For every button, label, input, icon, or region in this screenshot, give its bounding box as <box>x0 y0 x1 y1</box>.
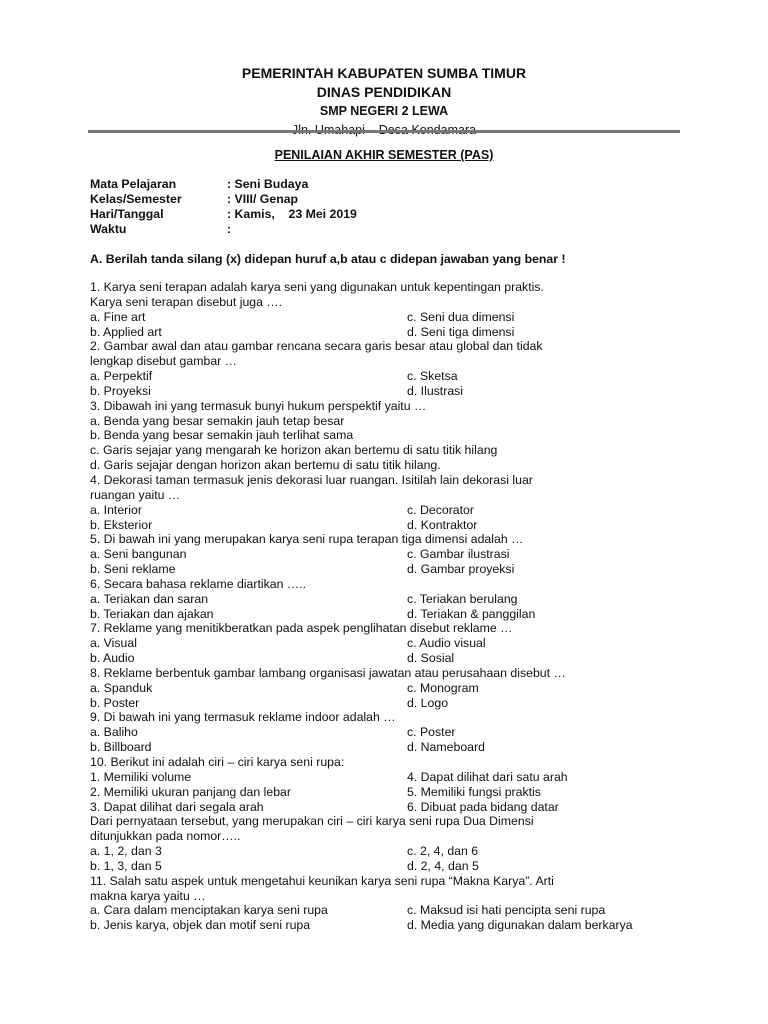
question-text-line: 3. Dibawah ini yang termasuk bunyi hukum perspektif yaitu … <box>90 398 427 413</box>
answer-options-row <box>90 770 690 785</box>
option-right: d. Media yang digunakan dalam berkarya <box>407 918 633 933</box>
question-text-line: b. Benda yang besar semakin jauh terlihat sama <box>90 428 354 443</box>
option-right: d. Nameboard <box>407 740 485 755</box>
option-right: d. Teriakan & panggilan <box>407 606 536 621</box>
option-right: 4. Dapat dilihat dari satu arah <box>407 769 568 784</box>
option-left: a. Teriakan dan saran <box>90 591 209 606</box>
answer-options-row <box>90 384 690 399</box>
department-name: DINAS PENDIDIKAN <box>316 84 452 100</box>
option-left: b. Jenis karya, objek dan motif seni rupa <box>90 918 311 933</box>
option-left: b. Proyeksi <box>90 383 151 398</box>
info-row-date <box>90 207 357 222</box>
answer-options-row <box>90 607 690 622</box>
option-left: b. Eksterior <box>90 517 153 532</box>
exam-info <box>90 177 357 237</box>
question-list <box>90 280 690 933</box>
info-key: Kelas/Semester <box>90 192 182 206</box>
question-text-line: 5. Di bawah ini yang merupakan karya seni rupa terapan tiga dimensi adalah … <box>90 532 524 547</box>
info-key: Hari/Tanggal <box>90 207 164 221</box>
answer-options-row <box>90 562 690 577</box>
option-right: d. Sosial <box>407 651 455 666</box>
question-text-line: Karya seni terapan disebut juga …. <box>90 294 283 309</box>
answer-options-row <box>90 636 690 651</box>
option-left: a. Fine art <box>90 309 146 324</box>
option-left: 1. Memiliki volume <box>90 769 192 784</box>
answer-options-row <box>90 547 690 562</box>
answer-options-row <box>90 800 690 815</box>
question-text-line: 1. Karya seni terapan adalah karya seni yang digunakan untuk kepentingan praktis. <box>90 280 544 294</box>
question-text-line: lengkap disebut gambar … <box>90 354 237 369</box>
answer-options-row <box>90 903 690 918</box>
question-text-line: a. Benda yang besar semakin jauh tetap besar <box>90 413 345 428</box>
option-right: 6. Dibuat pada bidang datar <box>407 799 559 814</box>
option-left: b. Audio <box>90 651 135 666</box>
question-text-line: d. Garis sejajar dengan horizon akan bertemu di satu titik hilang. <box>90 458 441 473</box>
option-right: c. Decorator <box>407 502 474 517</box>
option-right: d. Ilustrasi <box>407 383 464 398</box>
question-text-line: c. Garis sejajar yang mengarah ke horizon akan bertemu di satu titik hilang <box>90 443 498 458</box>
option-left: 2. Memiliki ukuran panjang dan lebar <box>90 784 291 799</box>
question-text-line: 7. Reklame yang menitikberatkan pada aspek penglihatan disebut reklame … <box>90 621 513 636</box>
info-row-class <box>90 192 357 207</box>
question-text-line: 10. Berikut ini adalah ciri – ciri karya seni rupa: <box>90 755 345 769</box>
option-left: b. Seni reklame <box>90 562 176 577</box>
option-right: c. Maksud isi hati pencipta seni rupa <box>407 903 606 918</box>
option-left: a. Interior <box>90 502 142 517</box>
answer-options-row <box>90 503 690 518</box>
info-value: : Seni Budaya <box>227 177 309 191</box>
question-text-line: 4. Dekorasi taman termasuk jenis dekorasi luar ruangan. Isitilah lain dekorasi luar <box>90 472 533 487</box>
option-right: 5. Memiliki fungsi praktis <box>407 784 541 799</box>
info-key: Waktu <box>90 222 127 236</box>
option-right: c. Seni dua dimensi <box>407 309 515 324</box>
info-key: Mata Pelajaran <box>90 177 177 191</box>
option-left: a. Cara dalam menciptakan karya seni rupa <box>90 903 328 918</box>
answer-options-row <box>90 740 690 755</box>
option-right: c. Sketsa <box>407 369 458 384</box>
question-text-line: 6. Secara bahasa reklame diartikan ….. <box>90 576 306 591</box>
option-right: c. Teriakan berulang <box>407 591 518 606</box>
letterhead <box>0 64 768 140</box>
answer-options-row <box>90 785 690 800</box>
info-value: : <box>227 222 232 236</box>
question-text-line: 11. Salah satu aspek untuk mengetahui keunikan karya seni rupa “Makna Karya”. Arti <box>90 873 554 888</box>
question-text-line: 8. Reklame berbentuk gambar lambang organisasi jawatan atau perusahaan disebut … <box>90 665 566 680</box>
question-text-line: 9. Di bawah ini yang termasuk reklame indoor adalah … <box>90 710 396 725</box>
option-right: c. Audio visual <box>407 636 486 651</box>
answer-options-row <box>90 325 690 340</box>
answer-options-row <box>90 681 690 696</box>
option-left: a. Seni bangunan <box>90 547 187 562</box>
option-left: b. Poster <box>90 695 140 710</box>
option-right: d. Kontraktor <box>407 517 478 532</box>
question-text-line: ditunjukkan pada nomor….. <box>90 829 241 844</box>
option-right: d. 2, 4, dan 5 <box>407 858 479 873</box>
answer-options-row <box>90 844 690 859</box>
answer-options-row <box>90 369 690 384</box>
answer-options-row <box>90 592 690 607</box>
option-left: b. Teriakan dan ajakan <box>90 606 214 621</box>
instruction-text: A. Berilah tanda silang (x) didepan huruf a,b atau c didepan jawaban yang benar ! <box>90 252 566 266</box>
option-right: d. Seni tiga dimensi <box>407 324 515 339</box>
header-divider <box>88 130 680 133</box>
option-right: c. Monogram <box>407 680 479 695</box>
answer-options-row <box>90 310 690 325</box>
question-text-line: ruangan yaitu … <box>90 487 181 502</box>
option-left: 3. Dapat dilihat dari segala arah <box>90 799 264 814</box>
question-text-line: 2. Gambar awal dan atau gambar rencana secara garis besar atau global dan tidak <box>90 339 543 354</box>
option-left: a. Visual <box>90 636 137 651</box>
option-right: c. 2, 4, dan 6 <box>407 844 479 859</box>
info-row-subject <box>90 177 357 192</box>
answer-options-row <box>90 859 690 874</box>
answer-options-row <box>90 651 690 666</box>
question-text-line: makna karya yaitu … <box>90 888 206 903</box>
answer-options-row <box>90 696 690 711</box>
option-right: d. Logo <box>407 695 449 710</box>
info-row-time <box>90 222 357 237</box>
answer-options-row <box>90 725 690 740</box>
exam-title: PENILAIAN AKHIR SEMESTER (PAS) <box>274 148 494 162</box>
option-right: d. Gambar proyeksi <box>407 562 515 577</box>
option-left: a. Baliho <box>90 725 138 740</box>
info-value: : VIII/ Genap <box>227 192 299 206</box>
option-right: c. Gambar ilustrasi <box>407 547 510 562</box>
option-left: a. 1, 2, dan 3 <box>90 844 162 859</box>
question-text-line: Dari pernyataan tersebut, yang merupakan ciri – ciri karya seni rupa Dua Dimensi <box>90 814 534 829</box>
answer-options-row <box>90 918 690 933</box>
option-left: b. 1, 3, dan 5 <box>90 858 162 873</box>
answer-options-row <box>90 518 690 533</box>
option-left: b. Applied art <box>90 324 162 339</box>
option-right: c. Poster <box>407 725 456 740</box>
option-left: a. Perpektif <box>90 369 153 384</box>
government-name: PEMERINTAH KABUPATEN SUMBA TIMUR <box>241 65 527 81</box>
option-left: a. Spanduk <box>90 680 153 695</box>
option-left: b. Billboard <box>90 740 152 755</box>
school-name: SMP NEGERI 2 LEWA <box>319 104 449 118</box>
info-value: : Kamis, 23 Mei 2019 <box>227 207 357 221</box>
